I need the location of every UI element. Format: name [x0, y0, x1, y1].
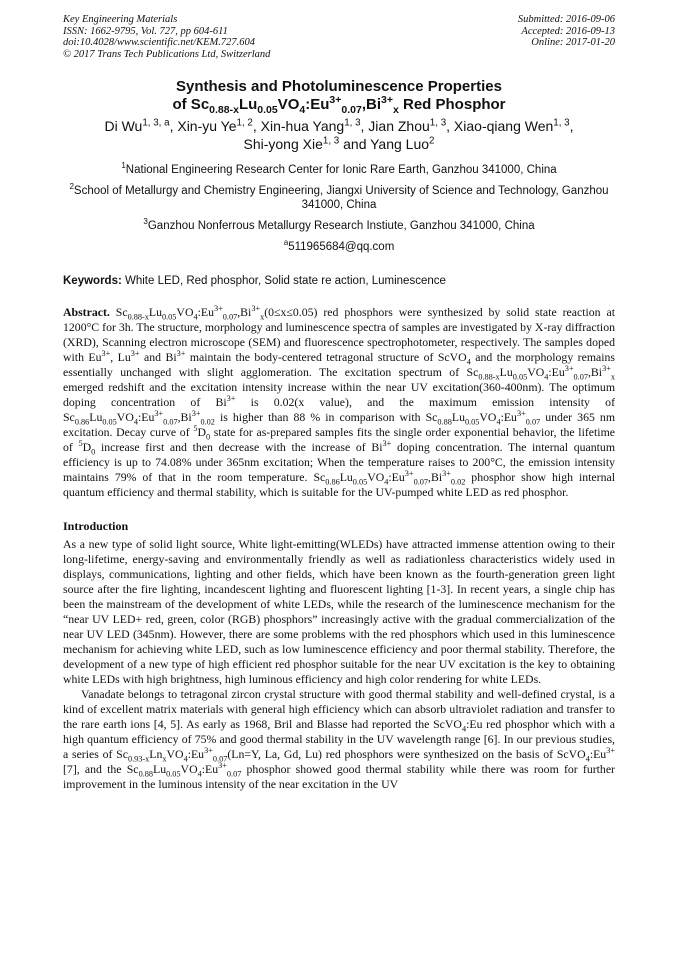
issn: ISSN: 1662-9795, Vol. 727, pp 604-611 [63, 25, 228, 37]
author-line-1: Di Wu$^{1, 3, a}$, Xin-yu Ye$^{1, 2}$, Xin-hua Yang$^{1, 3}$, Jian Zhou$^{1, 3}$, Xiao-qiang Wen$^{1, 3}$, [104, 117, 574, 134]
abstract-label: Abstract. [63, 305, 110, 319]
author-email[interactable]: $^a$511965684@qq.com [283, 238, 395, 253]
accepted-date: Accepted: 2016-09-13 [521, 25, 615, 37]
keywords-label: Keywords: [63, 275, 122, 287]
author-list [63, 117, 615, 153]
online-date: Online: 2017-01-20 [531, 37, 615, 48]
header-left [63, 14, 270, 60]
paper-page [63, 14, 615, 792]
abstract: Abstract. $Sc_{0.88-x}Lu_{0.05}VO_4:Eu^{3+}_{0.07},Bi^{3+}_x(0\le x\le 0.05)$ red phosphors were synthesized by solid state reaction at 1200°C for 3h. The structure, morphology and luminescence spectra of samples are investigated by X-ray diffraction (XRD), Scanning electron microscope (SEM) and fluorescence spectrophotometer, respectively. The samples doped with $Eu^{3+}$, $Lu^{3+}$ and $Bi^{3+}$ maintain the body-centered tetragonal structure of ScVO$_4$ and the morphology remains essentially unchanged with slight agglomeration. The excitation spectrum of $Sc_{0.88-x}Lu_{0.05}VO_4:Eu^{3+}_{0.07},Bi^{3+}_x$ emerged redshift and the excitation intensity increase within the near UV excitation(360-400nm). The optimum doping concentration of $Bi^{3+}$ is 0.02(x value), and the maximum emission intensity of $Sc_{0.86}Lu_{0.05}VO_4:Eu^{3+}_{0.07},Bi^{3+}_{0.02}$ is higher than 88 % in comparison with $Sc_{0.88}Lu_{0.05}VO_4:Eu^{3+}_{0.07}$ under 365 nm excitation. Decay curve of $^5D_0$ state for as-prepared samples fits the single order exponential behavior, the lifetime of $^5D_0$ increase first and then decrease with the increase of $Bi^{3+}$ doping concentration. The internal quantum efficiency is up to 74.08% under 365nm excitation; When the temperature raises to 200°C, the emission intensity maintains 79% of that in the room temperature. $Sc_{0.86}Lu_{0.05}VO_4:Eu^{3+}_{0.07},Bi^{3+}_{0.02}$ phosphor show high internal quantum efficiency and thermal stability, which is suitable for the UV-pumped white LED as red phosphor. [63, 304, 616, 499]
title-line-2: of $Sc_{0.88-x}Lu_{0.05}VO_4:Eu^{3+}_{0.07},Bi^{3+}_x$ Red Phosphor [172, 94, 506, 116]
title-line-1: Synthesis and Photoluminescence Properties [176, 78, 502, 95]
keywords [63, 274, 615, 288]
author-line-2: Shi-yong Xie$^{1, 3}$ and Yang Luo$^2$ [243, 135, 435, 152]
affiliation-2: $^2$School of Metallurgy and Chemistry Engineering, Jiangxi University of Science and Technology, Ganzhou 341000, China [69, 182, 609, 211]
journal-header [63, 14, 615, 60]
journal-name: Key Engineering Materials [63, 14, 178, 25]
affiliation-3: $^3$Ganzhou Nonferrous Metallurgy Research Instiute, Ganzhou 341000, China [143, 217, 535, 232]
header-right [518, 14, 615, 60]
copyright: © 2017 Trans Tech Publications Ltd, Switzerland [63, 48, 271, 60]
affiliation-1: $^1$National Engineering Research Center for Ionic Rare Earth, Ganzhou 341000, China [121, 161, 557, 176]
doi[interactable]: doi:10.4028/www.scientific.net/KEM.727.604 [63, 37, 255, 48]
submitted-date: Submitted: 2016-09-06 [517, 14, 615, 25]
intro-paragraph-1: As a new type of solid light source, White light-emitting(WLEDs) have attracted immense attention owing to their long-lifetime, energy-saving and environmentally friendly as well as radiationless characteristics widely used in displays, communications, lighting and other fields, which have been known as the fourth-generation green light source after the fire lighting, incandescent lighting and fluorescent lighting [1-3]. In recent years, a single chip has been the mainstream of the development of white LEDs, while the research of the luminescence mechanism for the “near UV LED+ red, green, color (RGB) phosphors” increasingly active with the gradual commercialization of the near UV LED (345nm). However, there are some problems with the red phosphors which used in this luminescence mechanism for achieving white LED, such as low luminescence efficiency and poor thermal stability. Therefore, the development of a new type of high efficient red phosphor suitable for the near UV excitation is the key to obtaining white LEDs with high brightness, high luminous efficiency and high color rendering for white LEDs. [63, 537, 615, 686]
introduction-heading: Introduction [63, 519, 129, 533]
keywords-text: White LED, Red phosphor, Solid state re action, Luminescence [121, 275, 446, 287]
paper-title [63, 78, 615, 114]
intro-paragraph-2: Vanadate belongs to tetragonal zircon crystal structure with good thermal stability and well-defined crystal, is a kind of excellent matrix materials with general high efficiency which can absorb ultraviolet radiation and transfer to the rare earth ions [4, 5]. As early as 1968, Bril and Blasse had reported the ScVO$_4$:Eu red phosphor which with a high quantum efficiency of 75% and good thermal stability in the UV wavelength range [6]. In our previous studies, a series of $Sc_{0.93-x}Ln_xVO_4:Eu^{3+}_{0.07}(Ln=Y$, La, Gd, Lu) red phosphors were synthesized on the basis of $ScVO_4:Eu^{3+}$ [7], and the $Sc_{0.88}Lu_{0.05}VO_4:Eu^{3+}_{0.07}$ phosphor showed good thermal stability while there was room for further improvement in the luminous intensity of the near excitation in the UV [63, 687, 616, 791]
